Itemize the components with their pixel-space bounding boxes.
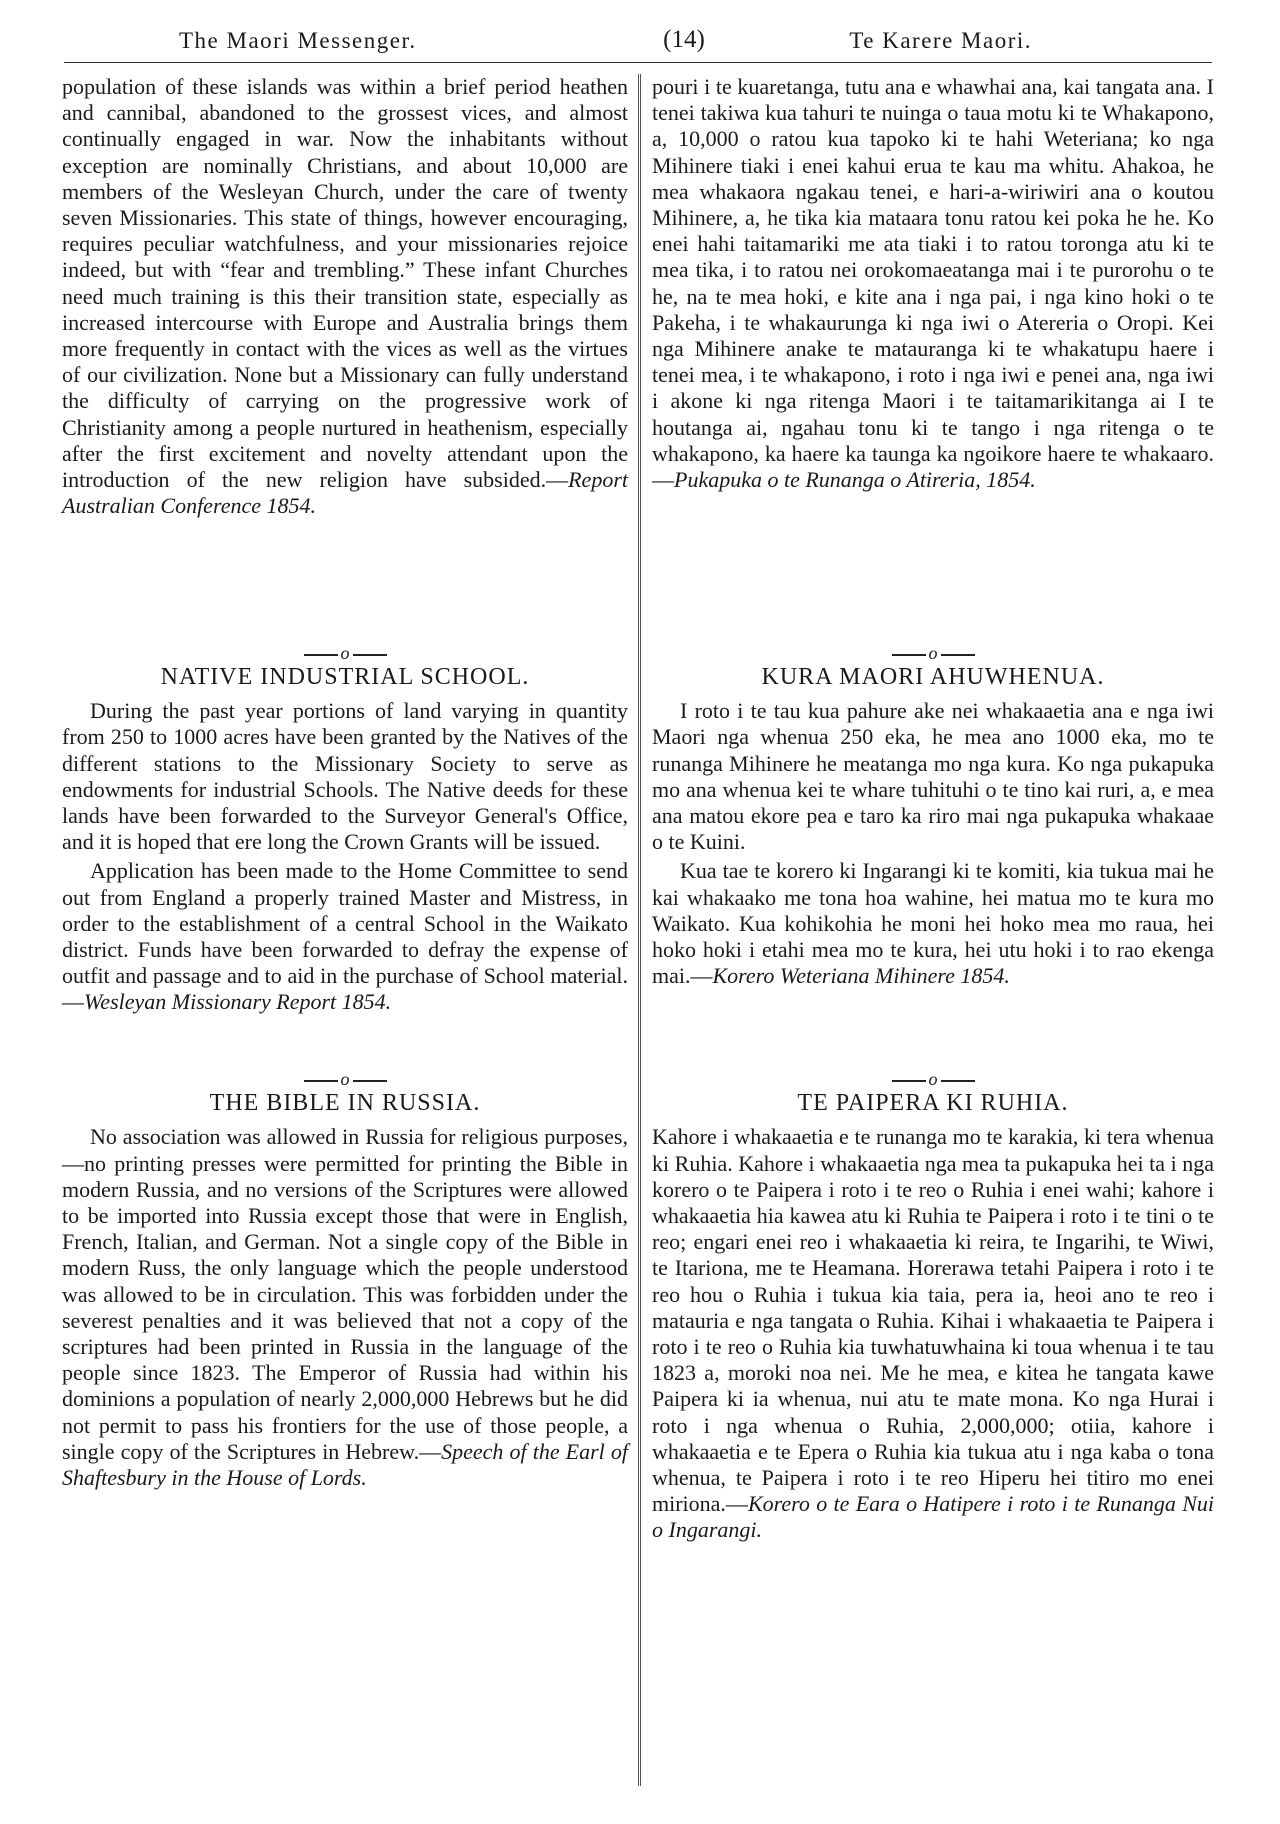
article-source: Korero o te Eara o Hatipere i roto i te Runanga Nui o Ingarangi.	[652, 1491, 1214, 1543]
article-source: Report Australian Conference 1854.	[62, 467, 628, 519]
section-separator: o	[652, 640, 1214, 662]
article-paragraph: Application has been made to the Home Committee to send out from England a properly trained Master and Mistress, in order to the establishment of a central School in the Waikato district. Funds have been forwarded to defray the expense of outfit and passage and to aid in the purchase of School material.—Wesleyan Missionary Report 1854.	[62, 858, 628, 1015]
section-heading: NATIVE INDUSTRIAL SCHOOL.	[160, 664, 530, 690]
section-heading: THE BIBLE IN RUSSIA.	[209, 1090, 481, 1117]
english-masthead: The Maori Messenger.	[179, 28, 417, 53]
article-text: pouri i te kuaretanga, tutu ana e whawhai ana, kai tangata ana. I tenei takiwa kua tahuri te nuinga o taua motu ki te Whakapono, a, 10,000 o ratou kua tapoko ki te hahi Weteriana; ko nga Mihinere tiaki i enei kahui erua te kau ma whitu. Ahakoa, he mea whakaora ngakau tenei, e hari-a-wiriwiri ana o koutou Mihinere, a, he tika kia mataara tonu ratou kei poka he he. Ko enei hahi taitamariki me ata tiaki i to ratou toronga atu ki te mea tika, i to ratou nei orokomaeatanga mai i te purorohu o te he, na te mea hoki, e kite ana i nga pai, i nga kino hoki o te Pakeha, i te whakaurunga ki nga iwi o Atereria o Oropi. Kei nga Mihinere anake te matauranga ki te whakatupu haere i tenei mea, i te whakapono, i roto i nga iwi e penei ana, nga iwi i akone ki nga ritenga Maori i te taitamarikitanga ai I te houtanga ai, ngahau tonu ki te tango i nga ritenga o te whakapono, ka haere ka taunga ka ngoikore haere te whakaaro.—Pukapuka o te Runanga o Atireria, 1854.	[652, 74, 1214, 493]
maori-masthead: Te Karere Maori.	[849, 28, 1032, 53]
article-paragraph: Kua tae te korero ki Ingarangi ki te komiti, kia tukua mai he kai whakaako me tona hoa wahine, hei matua mo te kura mo Waikato. Kua kohikohia he moni hei hoko mea mo raua, hei hoko hoki i etahi mea mo te kura, hei utu hoki i to rao ekenga mai.—Korero Weteriana Mihinere 1854.	[652, 858, 1214, 989]
section-heading: KURA MAORI AHUWHENUA.	[761, 664, 1105, 690]
column-divider	[638, 74, 641, 1786]
bible-russia-article-maori	[652, 1124, 1214, 1543]
article-source: Pukapuka o te Runanga o Atireria, 1854.	[674, 467, 1036, 493]
maori-column	[652, 74, 1214, 1547]
article-source: Speech of the Earl of Shaftesbury in the House of Lords.	[62, 1438, 628, 1491]
conference-report-excerpt-maori	[652, 74, 1214, 636]
article-source: Wesleyan Missionary Report 1854.	[84, 989, 392, 1015]
article-paragraph: No association was allowed in Russia for religious purposes,—no printing presses were permitted for printing the Bible in modern Russia, and no versions of the Scriptures were allowed to be imported into Russia except those that were in English, French, Italian, and German. Not a single copy of the Bible in modern Russ, the only language which the people understood was allowed to be in circulation. This was forbidden under the severest penalties and it was believed that not a copy of the scriptures had been printed in Russia in the language of the people since 1823. The Emperor of Russia had within his dominions a population of nearly 2,000,000 Hebrews but he did not permit to pass his frontiers for the use of those people, a single copy of the Scriptures in Hebrew.—Speech of the Earl of Shaftesbury in the House of Lords.	[62, 1124, 628, 1491]
bible-russia-article	[62, 1124, 628, 1491]
section-heading: TE PAIPERA KI RUHIA.	[797, 1090, 1069, 1117]
industrial-school-article	[62, 698, 628, 1062]
section-separator: o	[62, 1066, 628, 1088]
section-separator: o	[62, 640, 628, 662]
english-column	[62, 74, 628, 1494]
industrial-school-article-maori	[652, 698, 1214, 1062]
section-separator: o	[652, 1066, 1214, 1088]
article-paragraph: Kahore i whakaaetia e te runanga mo te karakia, ki tera whenua ki Ruhia. Kahore i whakaaetia nga mea ta pukapuka hei ta i nga korero o te Paipera i roto i te reo o Ruhia i enei wahi; kahore i whakaaetia hia kawea atu ki Ruhia te Paipera i roto i te tini o te reo; engari enei reo i whakaaetia ki reira, te Ingarihi, te Wiwi, te Itariona, me te Heamana. Horerawa tetahi Paipera i roto i te reo hou o Ruhia i tukua kia taia, pera ia, heoi ano te reo i matauria e nga tangata o Ruhia. Kihai i whakaaetia te Paipera i roto i te reo o Ruhia kia tuwhatuwhaina ki toua whenua i te tau 1823 a, moroki noa nei. Me he mea, e kitea he tangata kawe Paipera ki ia whenua, nui atu te mate mona. Ko nga Hurai i roto i nga whenua o Ruhia, 2,000,000; otiia, kahore i whakaaetia e te Epera o Ruhia kia tukua atu i nga kaba o tona whenua, te Paipera i roto i te reo Hiperu hei titiro mo enei miriona.—Korero o te Eara o Hatipere i roto i te Runanga Nui o Ingarangi.	[652, 1124, 1214, 1543]
conference-report-excerpt	[62, 74, 628, 636]
article-text: population of these islands was within a brief period heathen and cannibal, abandoned to the grossest vices, and almost continually engaged in war. Now the inhabitants without exception are nominally Christians, and about 10,000 are members of the Wesleyan Church, under the care of twenty seven Missionaries. This state of things, however encouraging, requires peculiar watchfulness, and your missionaries rejoice indeed, but with “fear and trembling.” These infant Churches need much training is this their transition state, especially as increased intercourse with Europe and Australia brings them more frequently in contact with the vices as well as the virtues of our civilization. None but a Missionary can fully understand the difficulty of carrying on the progressive work of Christianity among a people nurtured in heathenism, especially after the first excitement and novelty attendant upon the introduction of the new religion have subsided.—Report Australian Conference 1854.	[62, 74, 628, 519]
article-paragraph: During the past year portions of land varying in quantity from 250 to 1000 acres have been granted by the Natives of the different stations to the Missionary Society to serve as endowments for industrial Schools. The Native deeds for these lands have been forwarded to the Surveyor General's Office, and it is hoped that ere long the Crown Grants will be issued.	[62, 698, 628, 855]
page-number: (14)	[663, 26, 705, 53]
article-source: Korero Weteriana Mihinere 1854.	[712, 963, 1010, 989]
page-header	[64, 18, 1212, 63]
article-paragraph: I roto i te tau kua pahure ake nei whakaaetia ana e nga iwi Maori nga whenua 250 eka, he mea ano 1000 eka, mo te runanga Mihinere he meatanga mo nga kura. Ko nga pukapuka mo ana whenua kei te whare tuhituhi o te tino kai ruri, a, e mea ana matou ekore pea e taro ka riro mai nga pukapuka whakaae o te Kuini.	[652, 698, 1214, 855]
